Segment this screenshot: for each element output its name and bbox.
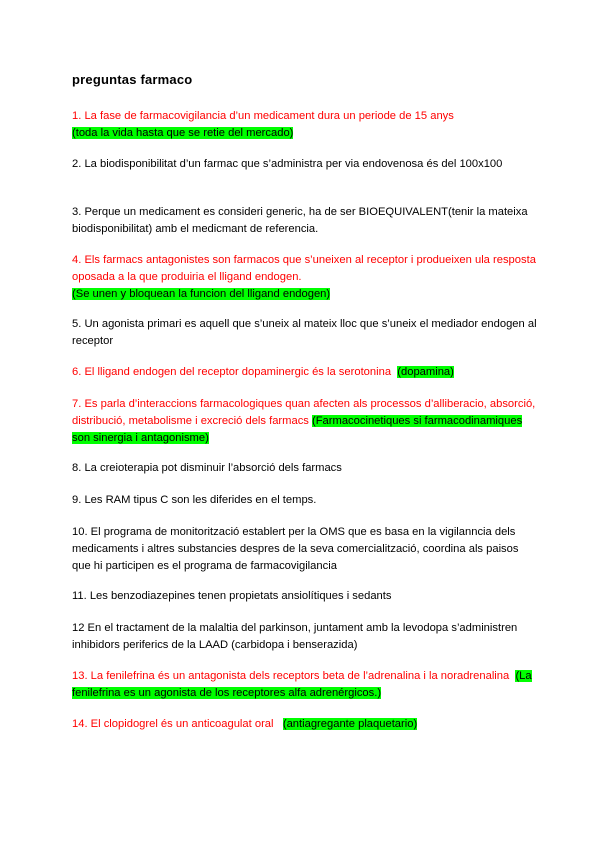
- question-10: [72, 524, 540, 574]
- question-text: 12 En el tractament de la malaltia del parkinson, juntament amb la levodopa s’administren inhibidors periferics de la LAAD (carbidopa i benserazida): [72, 622, 518, 651]
- page-title: preguntas farmaco: [72, 72, 193, 87]
- question-text: 3. Perque un medicament es consideri generic, ha de ser BIOEQUIVALENT(tenir la mateixa biodisponibilitat) amb el medicmant de referencia.: [72, 206, 528, 235]
- correction-highlight: (dopamina): [397, 366, 454, 378]
- question-text: 4. Els farmacs antagonistes son farmacos que s’uneixen al receptor i produeixen ula resposta oposada a la que produiria el lligand endogen.: [72, 254, 536, 283]
- question-5: [72, 316, 540, 350]
- question-2: [72, 156, 540, 173]
- question-14: [72, 716, 540, 733]
- correction-highlight: (Farmacocinetiques si farmacodinamiques son sinergia i antagonisme): [72, 414, 523, 444]
- question-7: [72, 396, 540, 446]
- question-text: 8. La creioterapia pot disminuir l’absorció dels farmacs: [72, 462, 342, 474]
- question-1: [72, 108, 540, 142]
- question-text: 10. El programa de monitorització establert per la OMS que es basa en la vigilanncia dels medicaments i altres substancies despres de la seva comercialització, coordina als paisos que hi participen es el programa de farmacovigilancia: [72, 526, 519, 572]
- question-text: 11. Les benzodiazepines tenen propietats ansiolítiques i sedants: [72, 590, 392, 602]
- question-text: 5. Un agonista primari es aquell que s’uneix al mateix lloc que s’uneix el mediador endogen al receptor: [72, 318, 537, 347]
- question-13: [72, 668, 540, 702]
- question-text: 1. La fase de farmacovigilancia d’un medicament dura un periode de 15 anys: [72, 110, 454, 122]
- question-3: [72, 204, 540, 238]
- question-text: 6. El lligand endogen del receptor dopaminergic és la serotonina: [72, 366, 392, 378]
- question-6: [72, 364, 540, 381]
- question-9: [72, 492, 540, 509]
- question-4: [72, 252, 540, 302]
- question-text: 13. La fenilefrina és un antagonista dels receptors beta de l’adrenalina i la noradrenalina: [72, 670, 510, 682]
- question-11: [72, 588, 540, 605]
- question-text: 7. Es parla d’interaccions farmacologiques quan afecten als processos d’alliberacio, absorció, distribució, metabolisme i excreció dels farmacs: [72, 398, 536, 427]
- correction-highlight: (La fenilefrina es un agonista de los receptores alfa adrenérgicos.): [72, 670, 532, 699]
- correction-highlight: (toda la vida hasta que se retie del mercado): [72, 126, 294, 139]
- question-text: 2. La biodisponibilitat d’un farmac que s’administra per via endovenosa és del 100x100: [72, 158, 503, 170]
- question-text: 14. El clopidogrel és un anticoagulat oral: [72, 718, 274, 730]
- correction-highlight: (antiagregante plaquetario): [282, 718, 418, 730]
- question-text: 9. Les RAM tipus C son les diferides en el temps.: [72, 494, 317, 506]
- correction-highlight: (Se unen y bloquean la funcion del lligand endogen): [72, 287, 331, 300]
- question-12: [72, 620, 540, 654]
- question-8: [72, 460, 540, 477]
